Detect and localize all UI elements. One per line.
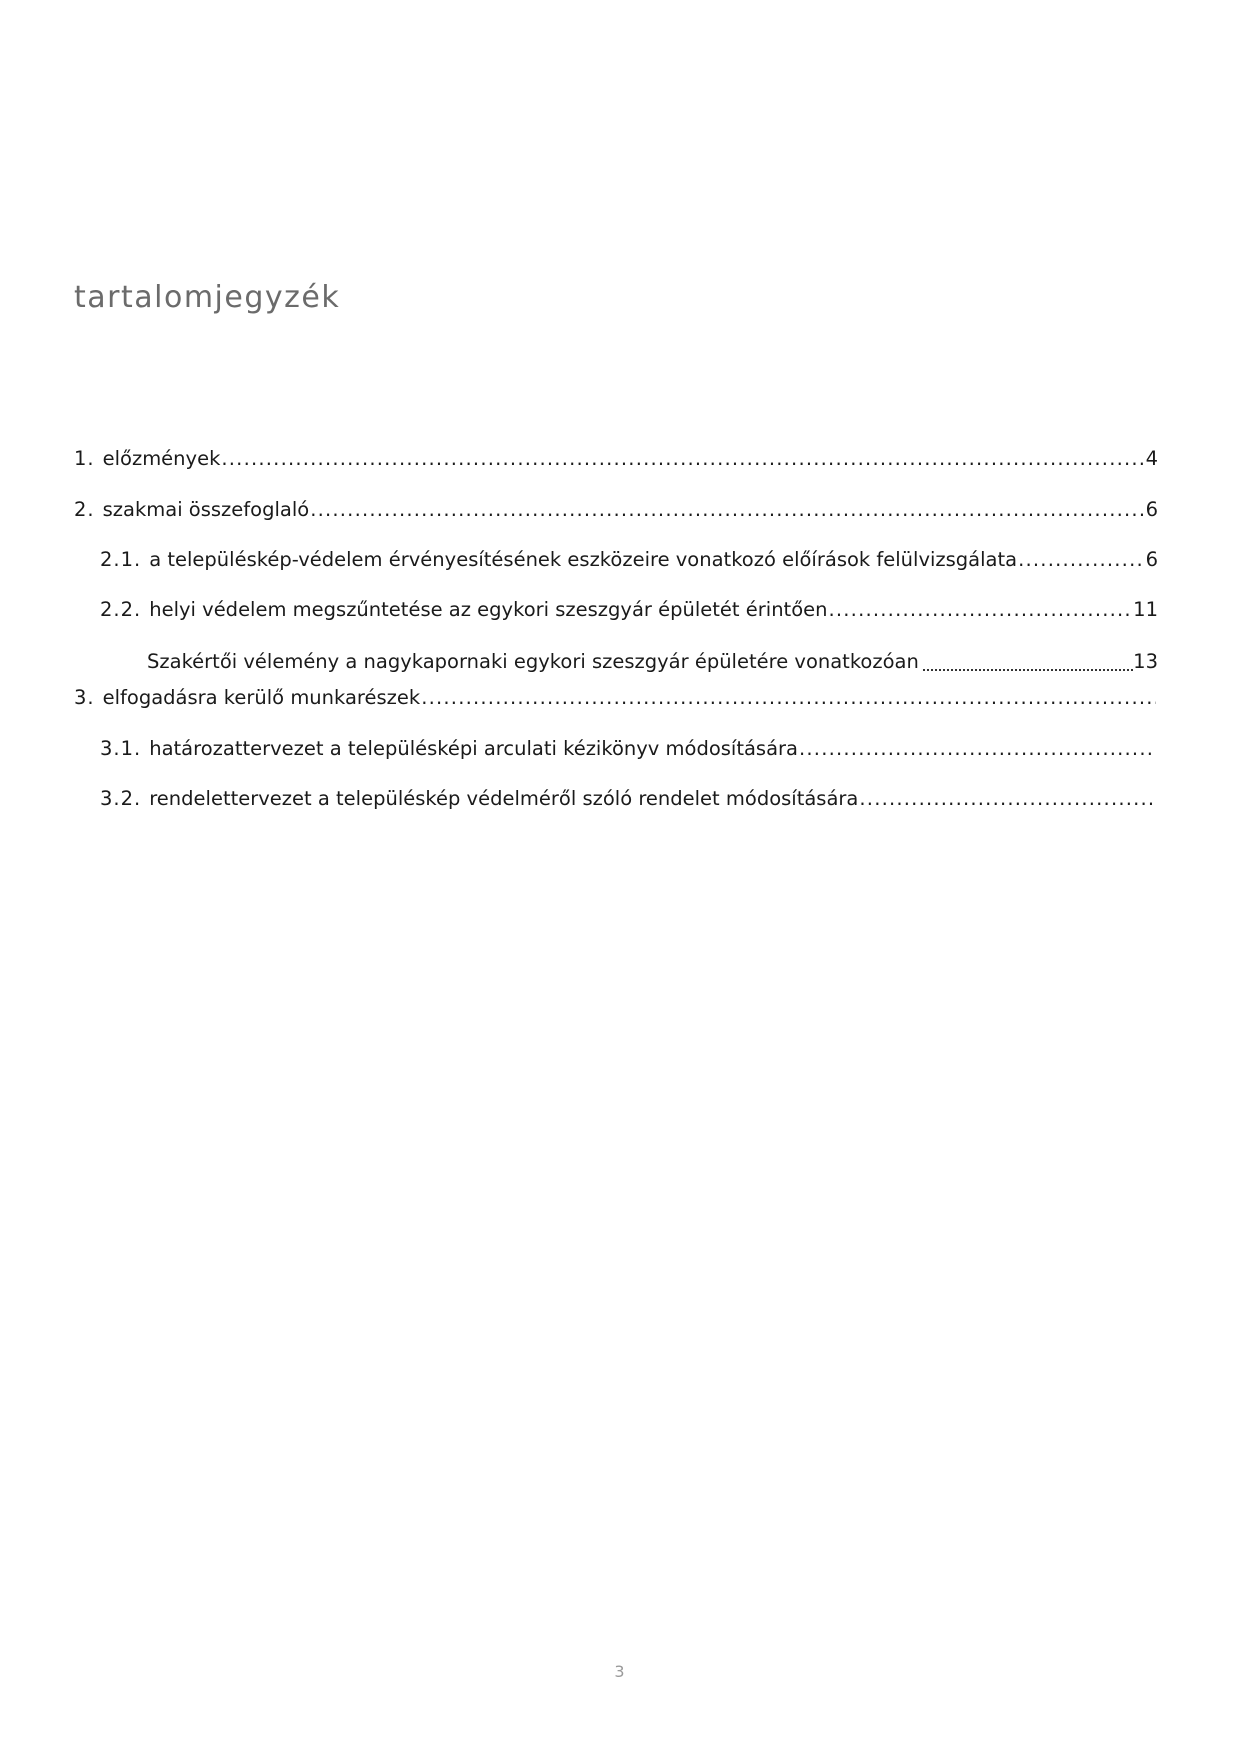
toc-entry-number: 2.: [74, 498, 95, 521]
toc-entry-text: a településkép-védelem érvényesítésének eszközeire vonatkozó előírások felülvizsgálata: [149, 548, 1018, 571]
toc-entry-text: elfogadásra kerülő munkarészek: [102, 686, 421, 709]
toc-entry-number: 3.1.: [100, 737, 142, 760]
page-title: tartalomjegyzék: [74, 280, 341, 315]
toc-entry-number: 2.2.: [100, 598, 142, 621]
toc-entry-expert-opinion[interactable]: [147, 649, 1158, 675]
toc-entry-page: 11: [1133, 598, 1158, 621]
toc-entry-page: 6: [1145, 548, 1158, 571]
toc-dot-leader: [828, 597, 1131, 623]
toc-entry-3-1[interactable]: [100, 736, 1158, 762]
toc-entry-text: előzmények: [102, 447, 221, 470]
toc-entry-number: 2.1.: [100, 548, 142, 571]
toc-entry-1[interactable]: [74, 446, 1158, 472]
toc-dot-leader: [310, 497, 1143, 523]
toc-entry-text: határozattervezet a településképi arculati kézikönyv módosítására: [149, 737, 798, 760]
toc-dot-leader: [1018, 547, 1143, 573]
toc-dot-leader: [221, 446, 1143, 472]
toc-entry-number: 3.2.: [100, 787, 142, 810]
page-number: 3: [614, 1662, 625, 1681]
toc-dot-leader: [859, 786, 1156, 812]
toc-entry-page: 6: [1145, 498, 1158, 521]
toc-entry-3-2[interactable]: [100, 786, 1158, 812]
toc-entry-2[interactable]: [74, 497, 1158, 523]
toc-dot-leader: [799, 736, 1156, 762]
toc-dot-leader: [923, 668, 1133, 671]
toc-entry-text: Szakértői vélemény a nagykapornaki egykori szeszgyár épületére vonatkozóan: [147, 650, 919, 673]
toc-entry-text: szakmai összefoglaló: [102, 498, 310, 521]
toc-entry-number: 3.: [74, 686, 95, 709]
toc-entry-3[interactable]: [74, 685, 1158, 711]
toc-entry-2-2[interactable]: [100, 597, 1158, 623]
toc-entry-page: 4: [1145, 447, 1158, 470]
toc-entry-text: rendelettervezet a településkép védelméről szóló rendelet módosítására: [149, 787, 859, 810]
toc-entry-page: 13: [1133, 650, 1158, 673]
toc-entry-2-1[interactable]: [100, 547, 1158, 573]
toc-dot-leader: [421, 685, 1156, 711]
toc-entry-text: helyi védelem megszűntetése az egykori szeszgyár épületét érintően: [149, 598, 828, 621]
toc-entry-number: 1.: [74, 447, 95, 470]
